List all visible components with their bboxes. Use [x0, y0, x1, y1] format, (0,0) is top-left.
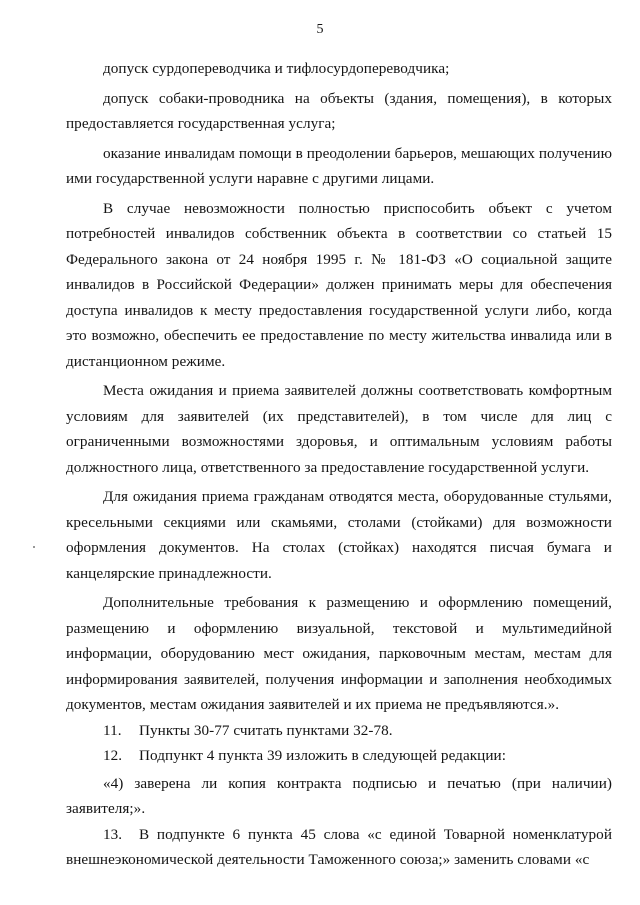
- list-item-text: В подпункте 6 пункта 45 слова «с единой Товарной номенклатурой внешнеэкономической деятельности Таможенного союза;» заменить словами «с: [66, 825, 612, 868]
- quoted-subpoint: «4) заверена ли копия контракта подписью и печатью (при наличии) заявителя;».: [66, 774, 612, 817]
- list-item-text: Подпункт 4 пункта 39 изложить в следующей редакции:: [139, 747, 506, 764]
- list-item-13: [66, 822, 612, 873]
- paragraph-waiting-places: Места ожидания и приема заявителей должны соответствовать комфортным условиям для заявителей (их представителей), в том числе для лиц с ограниченными возможностями здоровья, и оптимальным условиям работы должностного лица, ответственного за предоставление государственной услуги.: [66, 382, 612, 476]
- paragraph-accessibility: В случае невозможности полностью приспособить объект с учетом потребностей инвалидов собственник объекта в соответствии со статьей 15 Федерального закона от 24 ноября 1995 г. № 181-ФЗ «О социальной защите инвалидов в Российской Федерации» должен принимать меры для обеспечения доступа инвалидов к месту предоставления государственной услуги либо, когда это возможно, обеспечить ее предоставление по месту жительства инвалида или в дистанционном режиме.: [66, 199, 612, 370]
- list-item-12: [66, 743, 612, 769]
- paragraph-sign-interpreter: допуск сурдопереводчика и тифлосурдопереводчика;: [103, 60, 450, 77]
- list-item-11: [66, 718, 612, 744]
- list-item-number: 11.: [103, 721, 122, 739]
- paragraph-guide-dog: допуск собаки-проводника на объекты (здания, помещения), в которых предоставляется государственная услуга;: [66, 89, 612, 132]
- paragraph-additional-requirements: Дополнительные требования к размещению и оформлению помещений, размещению и оформлению визуальной, текстовой и мультимедийной информации, оборудованию мест ожидания, парковочным местам, местам для информирования заявителей, получения информации и заполнения необходимых документов, местам ожидания заявителей и их приема не предъявляются.».: [66, 594, 612, 713]
- list-item-number: 12.: [103, 747, 123, 764]
- list-item-text: Пункты 30-77 считать пунктами 32-78.: [139, 721, 393, 739]
- list-item-number: 13.: [103, 825, 123, 843]
- document-body: [66, 56, 612, 873]
- paragraph-assistance: оказание инвалидам помощи в преодолении барьеров, мешающих получению ими государственной услуги наравне с другими лицами.: [66, 144, 612, 187]
- paragraph-furniture: Для ожидания приема гражданам отводятся места, оборудованные стульями, кресельными секциями или скамьями, столами (стойками) для возможности оформления документов. На столах (стойках) находятся писчая бумага и канцелярские принадлежности.: [66, 488, 612, 582]
- scan-speck: [33, 546, 35, 548]
- page-number: 5: [316, 22, 324, 37]
